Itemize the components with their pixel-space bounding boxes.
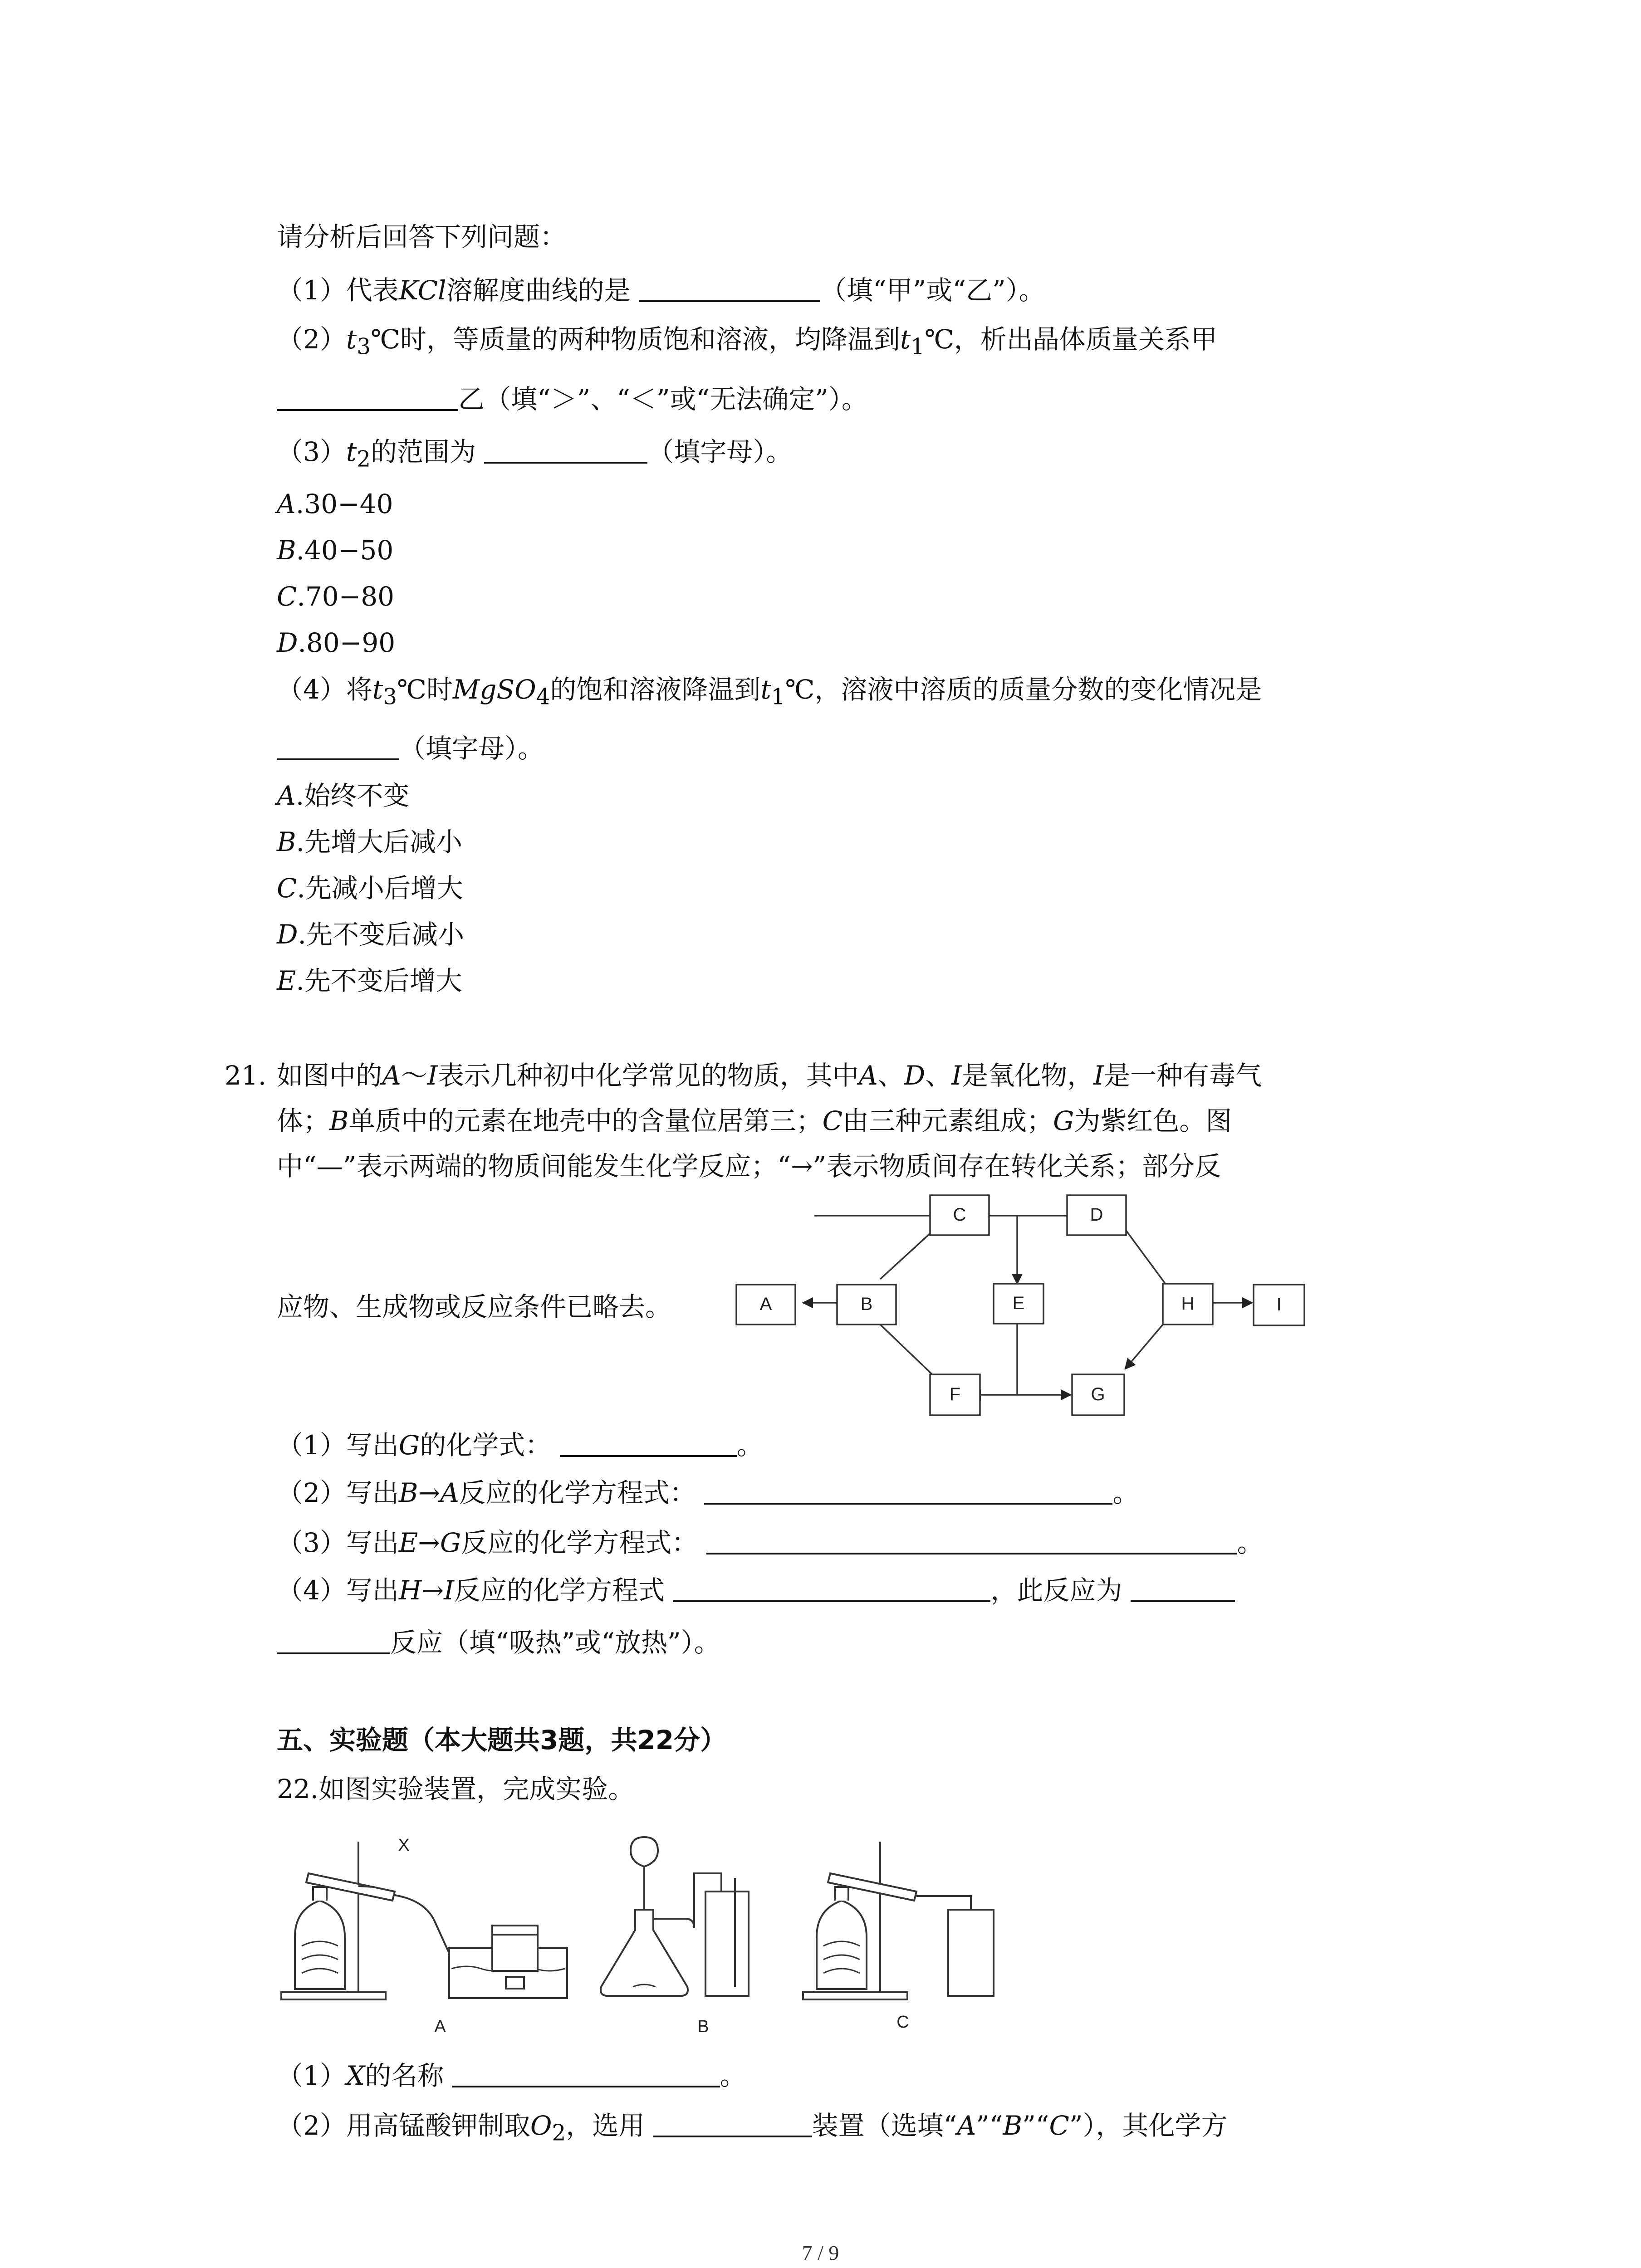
answer-blank[interactable]: [560, 1429, 737, 1457]
lab-apparatus-figure: [277, 1833, 1030, 2050]
q22-part2: （2）用高锰酸钾制取$O_2$，选用 装置（选填“A”“B”“C”），其化学方: [277, 2110, 1228, 2146]
answer-blank[interactable]: [452, 2059, 720, 2087]
answer-blank[interactable]: [639, 274, 820, 302]
q20-part2-line1: $(2)t_3℃$时，等质量的两种物质饱和溶液，均降温到$t_1℃$，析出晶体质量关系甲: [277, 324, 1217, 360]
apparatus-c-label: C: [896, 2013, 909, 2032]
answer-blank[interactable]: [704, 1476, 1112, 1505]
q21-stem-line3: 中“—”表示两端的物质间能发生化学反应；“→”表示物质间存在转化关系；部分反: [277, 1151, 1221, 1182]
q21-number: 21.: [225, 1060, 267, 1091]
q21-part4-line2: 反应（填“吸热”或“放热”）。: [277, 1626, 720, 1659]
node-f-label: F: [949, 1384, 961, 1404]
apparatus-b: [601, 1837, 749, 1996]
reaction-network-diagram: [735, 1188, 1316, 1424]
q20-part3: $(3)t_2$的范围为 （填字母）。: [277, 436, 793, 472]
q21-part1: （1）写出G的化学式： 。: [277, 1430, 763, 1461]
q20-p3-option-b: B.40−50: [277, 535, 394, 566]
q21-part3: （3）写出E→G反应的化学方程式： 。: [277, 1527, 1264, 1558]
answer-blank[interactable]: [277, 1626, 390, 1654]
q20-p3-option-c: C.70−80: [277, 581, 395, 612]
answer-blank[interactable]: [653, 2109, 812, 2137]
q20-part1: （1）代表KCl溶解度曲线的是 （填“甲”或“乙”）。: [277, 275, 1045, 306]
section-heading: 五、实验题（本大题共3题，共22分）: [277, 1725, 727, 1755]
q20-intro: 请分析后回答下列问题：: [277, 221, 567, 252]
apparatus-b-label: B: [697, 2017, 709, 2036]
q20-p4-option-c: C.先减小后增大: [277, 873, 463, 904]
q20-p3-option-a: A.30−40: [277, 489, 393, 519]
q22-part1: （1）X的名称 。: [277, 2060, 746, 2091]
answer-blank[interactable]: [277, 383, 458, 411]
q21-stem-line1: 如图中的A～I表示几种初中化学常见的物质，其中A、D、I是氧化物，I是一种有毒气: [277, 1060, 1262, 1091]
q20-p4-option-d: D.先不变后减小: [277, 919, 464, 950]
node-i-label: I: [1276, 1295, 1282, 1315]
apparatus-c: [803, 1842, 994, 1999]
answer-blank[interactable]: [706, 1526, 1237, 1554]
node-c-label: C: [953, 1205, 966, 1225]
q21-part2: （2）写出B→A反应的化学方程式： 。: [277, 1477, 1139, 1508]
q22-intro: 22.如图实验装置，完成实验。: [277, 1774, 635, 1804]
q20-p3-option-d: D.80−90: [277, 627, 396, 658]
node-a-label: A: [759, 1294, 772, 1314]
apparatus-a-label: A: [434, 2017, 446, 2036]
answer-blank[interactable]: [673, 1574, 990, 1602]
q20-p4-option-a: A.始终不变: [277, 780, 410, 811]
page-number: 7 / 9: [802, 2241, 839, 2264]
q21-part4-line1: （4）写出H→I反应的化学方程式 ，此反应为: [277, 1574, 1235, 1607]
node-h-label: H: [1181, 1294, 1195, 1314]
answer-blank[interactable]: [484, 435, 647, 464]
node-d-label: D: [1090, 1205, 1103, 1225]
answer-blank[interactable]: [1131, 1574, 1235, 1602]
q20-part2-line2: 乙（填“＞”、“＜”或“无法确定”）。: [277, 383, 868, 415]
q20-part4-line1: （4）将$t_3℃$时MgSO$_4$的饱和溶液降温到$t_1℃$，溶液中溶质的质量分数的变化情况是: [277, 674, 1262, 710]
label-x: X: [398, 1836, 410, 1855]
q21-stem-line4: 应物、生成物或反应条件已略去。: [277, 1291, 672, 1322]
q20-p4-option-e: E.先不变后增大: [277, 965, 462, 996]
node-b-label: B: [860, 1294, 873, 1314]
apparatus-a: [281, 1842, 567, 1999]
q20-part4-line2: （填字母）。: [277, 732, 544, 765]
answer-blank[interactable]: [277, 732, 399, 760]
q21-stem-line2: 体；B单质中的元素在地壳中的含量位居第三；C由三种元素组成；G为紫红色。图: [277, 1105, 1232, 1136]
node-g-label: G: [1091, 1384, 1105, 1404]
q20-p4-option-b: B.先增大后减小: [277, 826, 463, 857]
node-e-label: E: [1012, 1293, 1025, 1313]
